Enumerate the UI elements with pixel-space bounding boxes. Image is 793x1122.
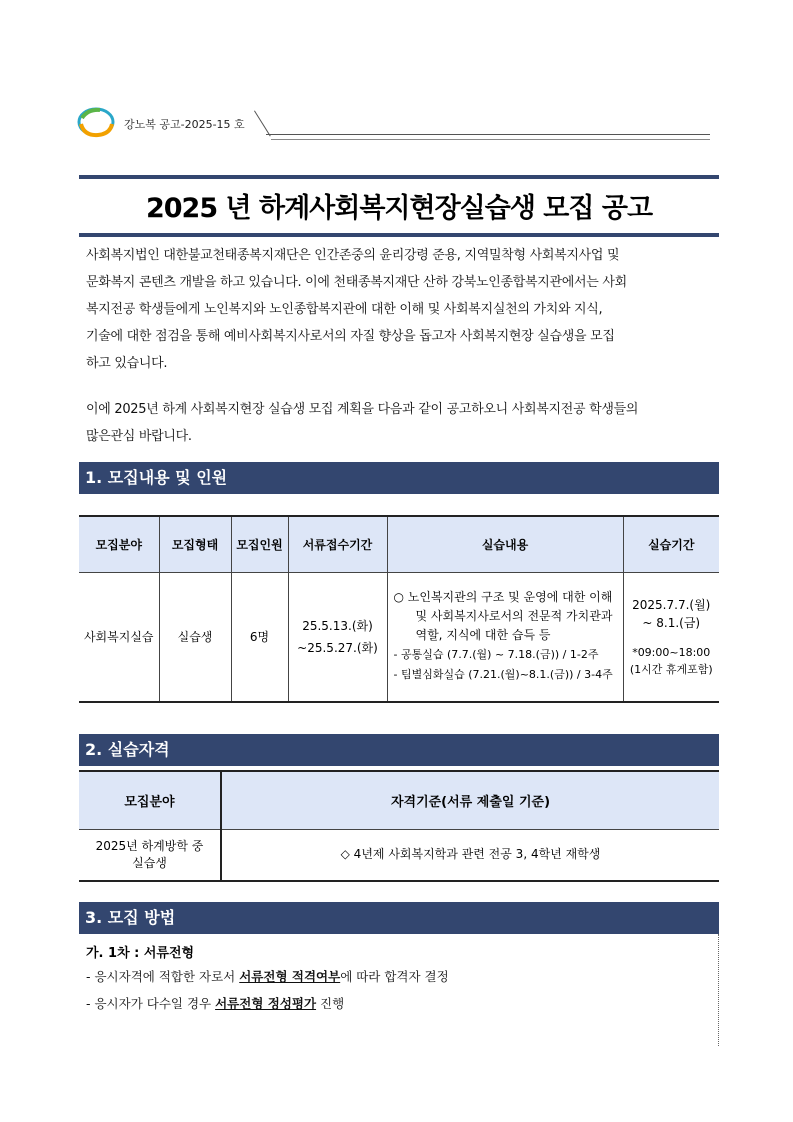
organization-logo-icon	[76, 106, 116, 138]
column-header-count: 모집인원	[231, 516, 288, 572]
period-note	[624, 644, 720, 678]
method-text: - 응시자격에 적합한 자로서	[86, 969, 240, 984]
cell-content	[387, 572, 623, 702]
field-line: 2025년 하계방학 중	[95, 838, 204, 853]
intro-line: 복지전공 학생들에게 노인복지와 노인종합복지관에 대한 이해 및 사회복지실천의 가치와 지식,	[86, 302, 603, 317]
title-rule-bottom	[79, 233, 719, 237]
section-1-heading: 1. 모집내용 및 인원	[79, 462, 719, 494]
intro-line: 문화복지 콘텐츠 개발을 하고 있습니다. 이에 천태종복지재단 산하 강북노인종합복지관에서는 사회	[86, 275, 627, 290]
cell-count: 6명	[231, 572, 288, 702]
method-text: - 응시자가 다수일 경우	[86, 996, 216, 1011]
cell-type: 실습생	[159, 572, 231, 702]
content-line: 및 사회복지사로서의 전문적 가치관과	[415, 609, 613, 624]
intro-paragraph-1	[86, 242, 714, 377]
column-header-period: 실습기간	[623, 516, 719, 572]
table-header-row	[79, 516, 719, 572]
title-rule-top	[79, 175, 719, 179]
intro-line: 이에 2025년 하계 사회복지현장 실습생 모집 계획을 다음과 같이 공고하오니 사회복지전공 학생들의	[86, 402, 639, 417]
table-header-row	[79, 771, 719, 829]
table-row	[79, 829, 719, 881]
application-start: 25.5.13.(화)	[302, 618, 373, 633]
period-end: ~ 8.1.(금)	[642, 615, 701, 630]
column-header-field: 모집분야	[79, 771, 221, 829]
column-header-criteria: 자격기준(서류 제출일 기준)	[221, 771, 719, 829]
content-line: 역할, 지식에 대한 습득 등	[415, 628, 551, 643]
method-emphasis: 서류전형 적격여부	[239, 969, 341, 984]
intro-paragraph-2	[86, 396, 714, 450]
column-header-type: 모집형태	[159, 516, 231, 572]
method-item	[86, 967, 449, 985]
cell-criteria: ◇ 4년제 사회복지학과 관련 전공 3, 4학년 재학생	[221, 829, 719, 881]
period-start: 2025.7.7.(월)	[632, 597, 711, 612]
column-header-content: 실습내용	[387, 516, 623, 572]
method-item	[86, 994, 344, 1012]
page-title: 2025 년 하계사회복지현장실습생 모집 공고	[145, 193, 653, 224]
intro-line: 많은관심 바랍니다.	[86, 429, 192, 444]
content-line: - 공통실습 (7.7.(월) ~ 7.18.(금)) / 1-2주	[393, 648, 599, 662]
page-margin-guide	[718, 934, 719, 1046]
table-row	[79, 572, 719, 702]
recruitment-table	[79, 515, 719, 703]
header-divider	[254, 110, 271, 136]
cell-field: 사회복지실습	[79, 572, 159, 702]
application-end: ~25.5.27.(화)	[297, 640, 378, 655]
period-hours: *09:00~18:00	[632, 645, 711, 659]
first-round-heading: 가. 1차 : 서류전형	[86, 946, 195, 961]
content-line: ○ 노인복지관의 구조 및 운영에 대한 이해	[393, 590, 613, 605]
cell-field	[79, 829, 221, 881]
section-3-heading: 3. 모집 방법	[79, 902, 719, 934]
intro-line: 기술에 대한 점검을 통해 예비사회복지사로서의 자질 향상을 돕고자 사회복지현장 실습생을 모집	[86, 329, 615, 344]
qualification-table	[79, 770, 719, 882]
method-text: 에 따라 합격자 결정	[340, 969, 449, 984]
period-break: (1시간 휴게포함)	[629, 662, 713, 676]
column-header-field: 모집분야	[79, 516, 159, 572]
section-2-heading: 2. 실습자격	[79, 734, 719, 766]
column-header-application-period: 서류접수기간	[288, 516, 387, 572]
header-rule-secondary	[271, 139, 710, 140]
intro-line: 하고 있습니다.	[86, 356, 168, 371]
method-text: 진행	[316, 996, 345, 1011]
cell-application-period	[288, 572, 387, 702]
cell-training-period	[623, 572, 719, 702]
content-line: - 팀별심화실습 (7.21.(월)~8.1.(금)) / 3-4주	[393, 668, 613, 682]
method-emphasis: 서류전형 정성평가	[215, 996, 317, 1011]
intro-line: 사회복지법인 대한불교천태종복지재단은 인간존중의 윤리강령 준용, 지역밀착형 사회복지사업 및	[86, 248, 620, 263]
field-line: 실습생	[132, 855, 167, 870]
document-number: 강노복 공고-2025-15 호	[124, 118, 245, 131]
document-header	[76, 104, 710, 142]
header-rule	[266, 134, 710, 135]
